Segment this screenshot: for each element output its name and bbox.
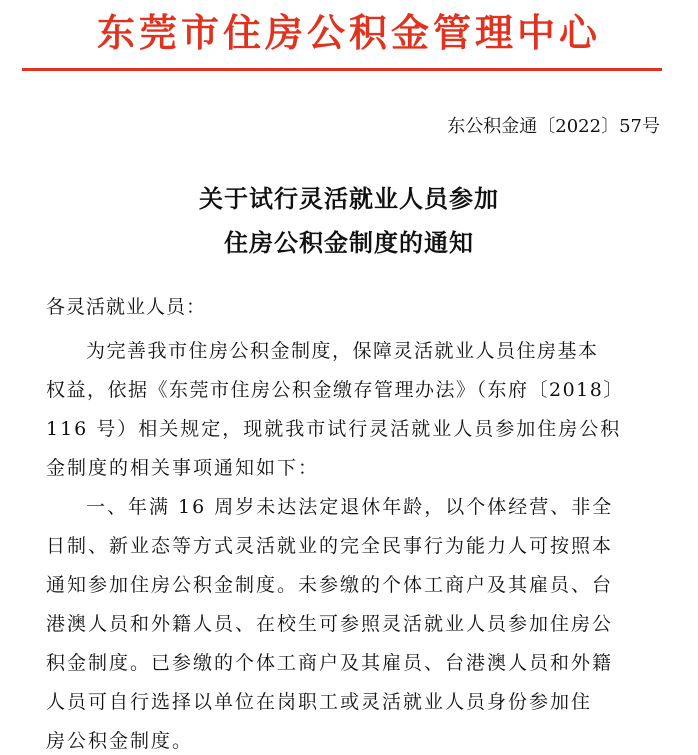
document-title-line-1: 关于试行灵活就业人员参加	[199, 184, 499, 213]
body-paragraph-line: 通知参加住房公积金制度。未参缴的个体工商户及其雇员、台	[46, 574, 614, 596]
body-paragraph-line: 为完善我市住房公积金制度，保障灵活就业人员住房基本	[86, 340, 599, 362]
body-paragraph-line: 116 号）相关规定，现就我市试行灵活就业人员参加住房公积	[46, 418, 622, 440]
body-paragraph-line: 金制度的相关事项通知如下：	[46, 457, 320, 479]
salutation: 各灵活就业人员：	[46, 296, 207, 318]
body-paragraph-line: 权益，依据《东莞市住房公积金缴存管理办法》（东府〔2018〕	[46, 379, 624, 401]
body-paragraph-line: 港澳人员和外籍人员、在校生可参照灵活就业人员参加住房公	[46, 613, 614, 635]
body-paragraph-line: 一、年满 16 周岁未达法定退休年龄，以个体经营、非全	[86, 496, 614, 518]
red-header-rule	[22, 68, 662, 71]
body-paragraph-line: 房公积金制度。	[46, 730, 194, 752]
body-paragraph-line: 日制、新业态等方式灵活就业的完全民事行为能力人可按照本	[46, 535, 614, 557]
document-title-line-2: 住房公积金制度的通知	[224, 228, 474, 257]
issuing-organization-name: 东莞市住房公积金管理中心	[96, 11, 601, 55]
document-number: 东公积金通〔2022〕57号	[447, 116, 660, 137]
body-paragraph-line: 人员可自行选择以单位在岗职工或灵活就业人员身份参加住	[46, 691, 593, 713]
body-paragraph-line: 积金制度。已参缴的个体工商户及其雇员、台港澳人员和外籍	[46, 652, 614, 674]
